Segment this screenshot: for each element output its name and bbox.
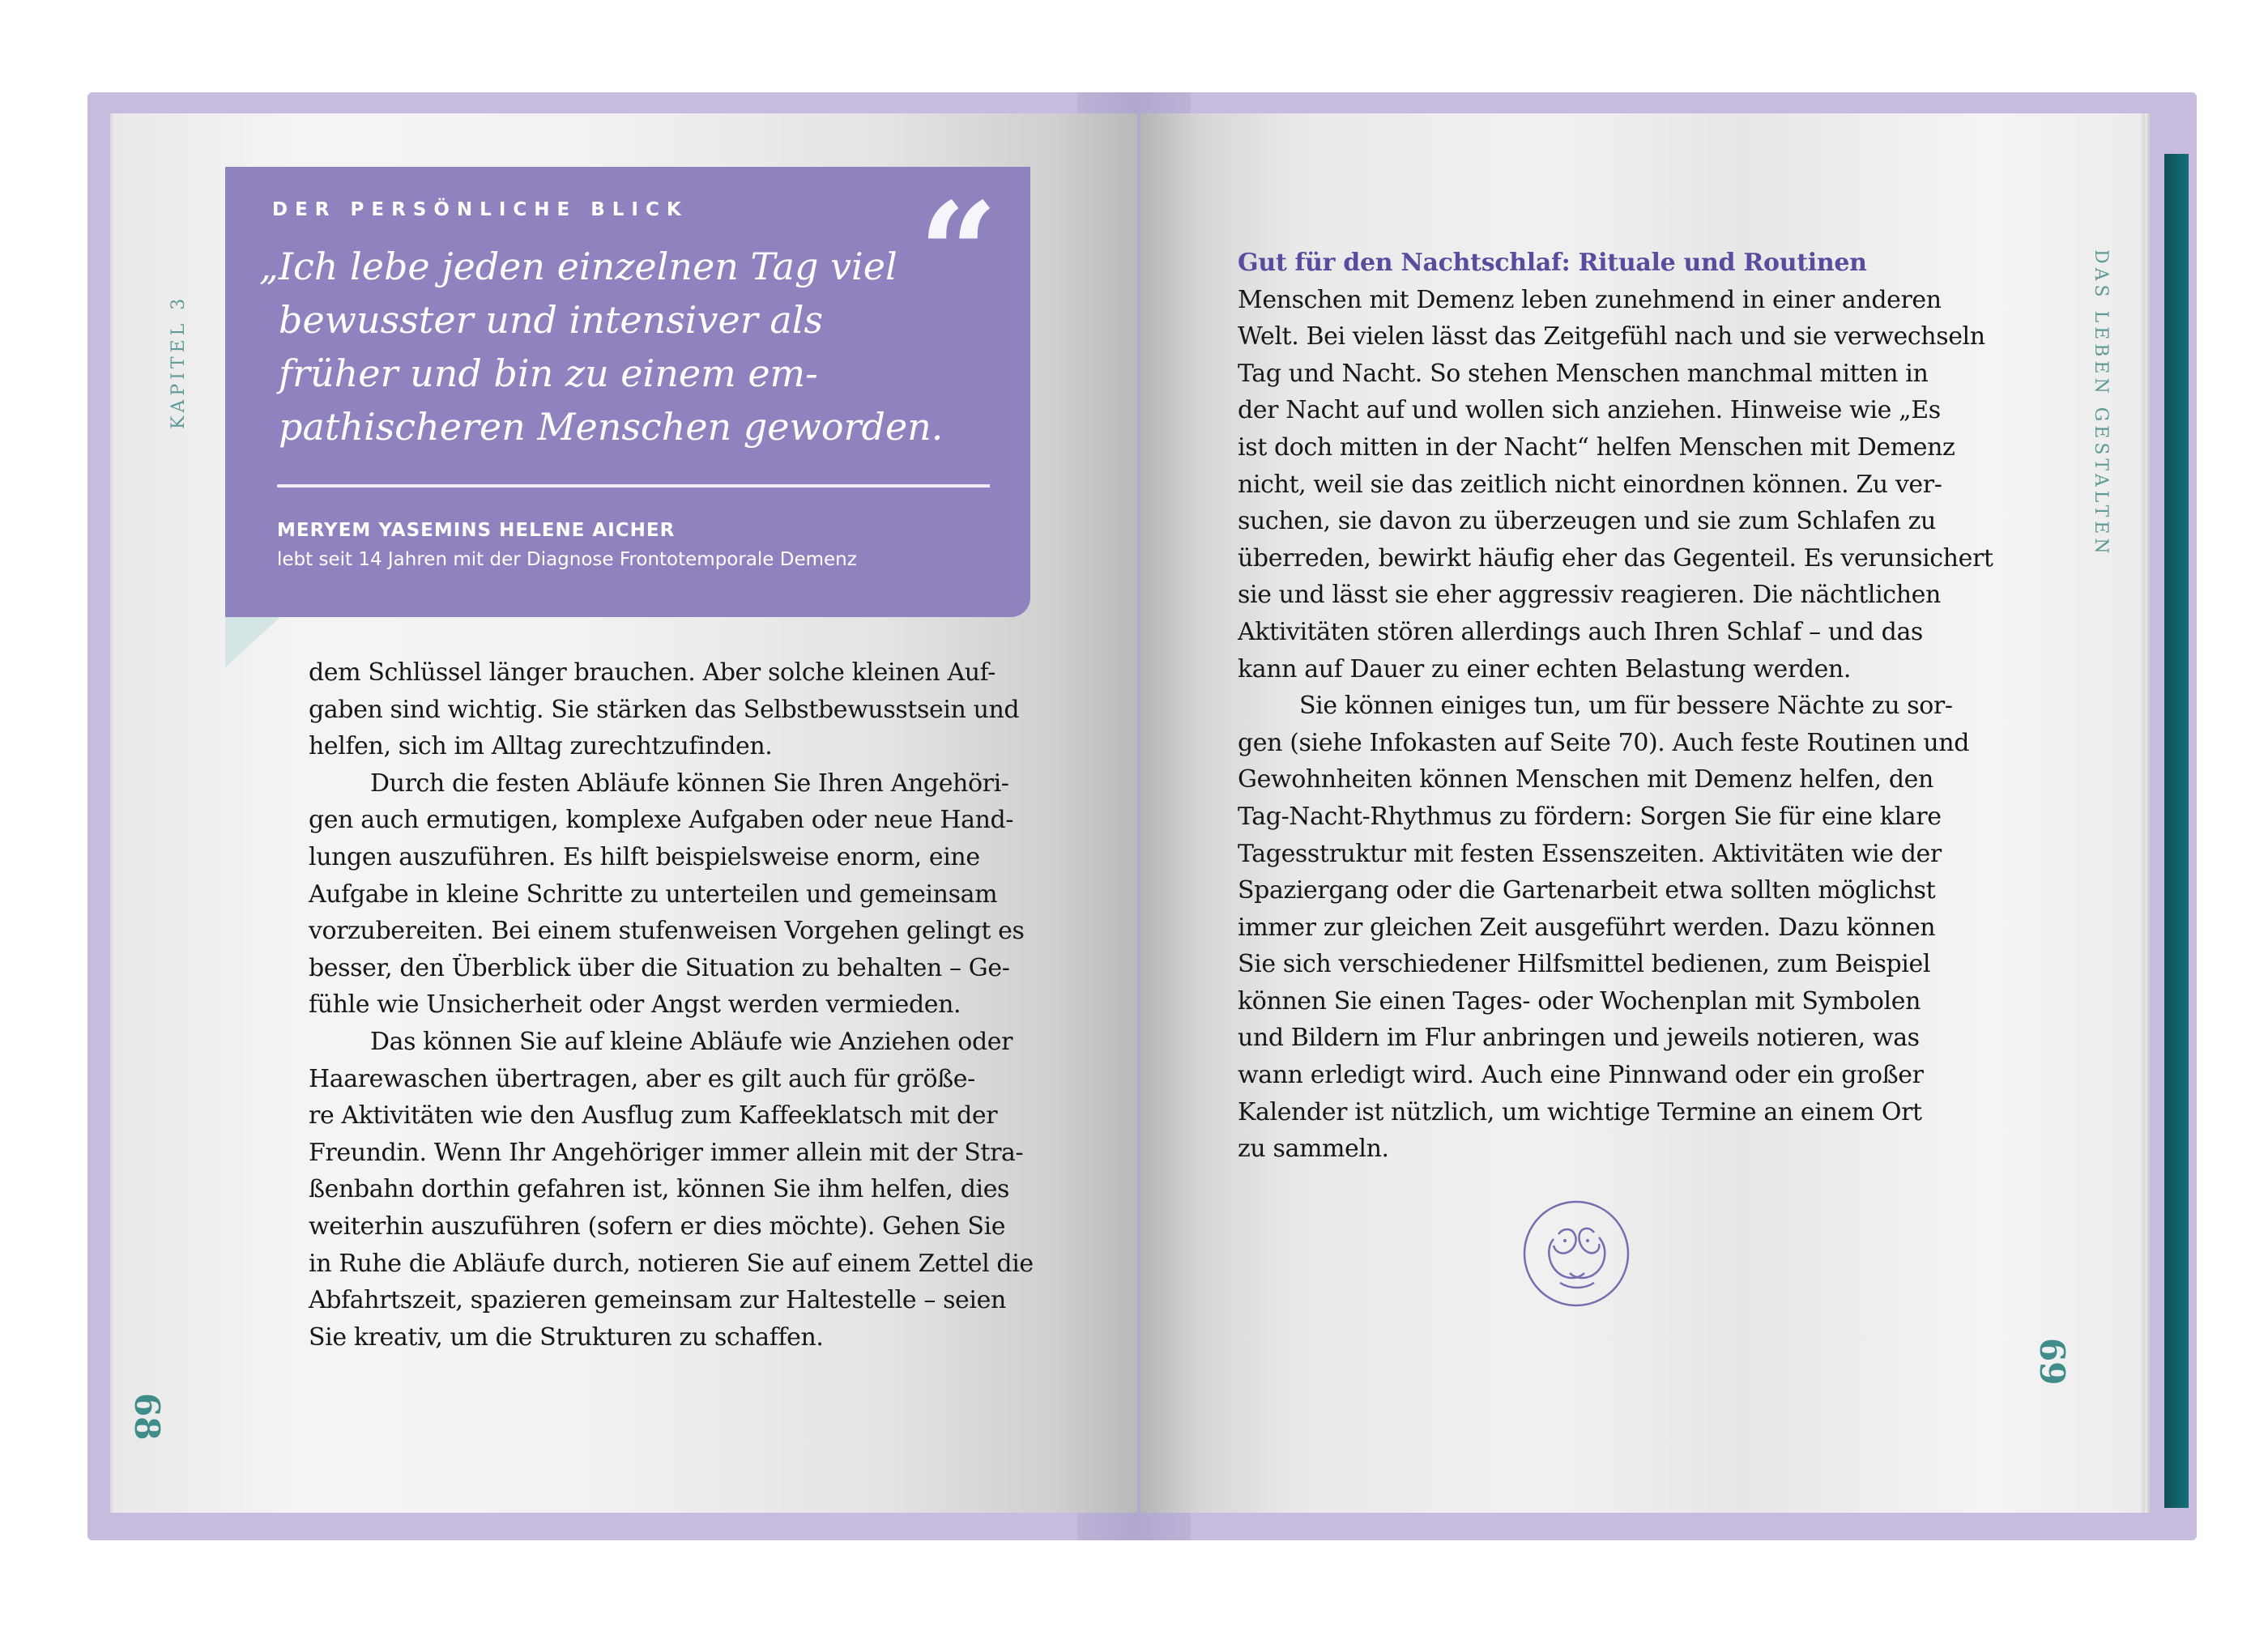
text-line: Welt. Bei vielen lässt das Zeitgefühl nach und sie verwechseln <box>1238 322 1985 351</box>
text-line: kann auf Dauer zu einer echten Belastung werden. <box>1238 654 1851 683</box>
text-line: Sie sich verschiedener Hilfsmittel bedienen, zum Beispiel <box>1238 950 1931 979</box>
quote-text <box>259 240 956 454</box>
text-line: in Ruhe die Abläufe durch, notieren Sie auf einem Zettel die <box>309 1249 1034 1278</box>
quote-divider <box>277 484 990 488</box>
text-line: Aktivitäten stören allerdings auch Ihren Schlaf – und das <box>1238 617 1923 646</box>
quote-line: bewusster und intensiver als <box>279 298 824 342</box>
quote-author-description: lebt seit 14 Jahren mit der Diagnose Frontotemporale Demenz <box>277 549 857 570</box>
text-line: Tag-Nacht-Rhythmus zu fördern: Sorgen Sie für eine klare <box>1238 802 1942 831</box>
right-body-text <box>1238 245 1993 1168</box>
text-line: können Sie einen Tages- oder Wochenplan mit Symbolen <box>1238 986 1921 1016</box>
text-line: Sie kreativ, um die Strukturen zu schaffen. <box>309 1322 824 1352</box>
right-page <box>1140 113 2140 1513</box>
quote-kicker: DER PERSÖNLICHE BLICK <box>272 199 688 220</box>
text-line: Menschen mit Demenz leben zunehmend in einer anderen <box>1238 285 1942 314</box>
quote-box <box>225 167 1030 617</box>
text-line: Das können Sie auf kleine Abläufe wie Anziehen oder <box>370 1027 1013 1056</box>
text-line: dem Schlüssel länger brauchen. Aber solche kleinen Auf- <box>309 658 996 687</box>
quote-line: „Ich lebe jeden einzelnen Tag viel <box>259 245 897 288</box>
text-line: nicht, weil sie das zeitlich nicht einordnen können. Zu ver- <box>1238 470 1942 499</box>
text-line: gen (siehe Infokasten auf Seite 70). Auch feste Routinen und <box>1238 728 1970 757</box>
text-line: Spaziergang oder die Gartenarbeit etwa sollten möglichst <box>1238 876 1936 905</box>
text-line: sie und lässt sie eher aggressiv reagieren. Die nächtlichen <box>1238 581 1941 610</box>
text-line: überreden, bewirkt häufig eher das Gegenteil. Es verunsichert <box>1238 543 1993 573</box>
text-line: zu sammeln. <box>1238 1135 1389 1164</box>
text-line: fühle wie Unsicherheit oder Angst werden vermieden. <box>309 990 961 1020</box>
left-page <box>115 113 1137 1513</box>
text-line: lungen auszuführen. Es hilft beispielsweise enorm, eine <box>309 842 980 871</box>
text-line: Tag und Nacht. So stehen Menschen manchmal mitten in <box>1238 359 1929 388</box>
left-body-text <box>309 654 1038 1356</box>
quote-line: pathischeren Menschen geworden. <box>279 405 944 449</box>
text-line: wann erledigt wird. Auch eine Pinnwand oder ein großer <box>1238 1061 1924 1090</box>
two-faces-embrace-icon <box>1521 1199 1631 1309</box>
text-line: Tagesstruktur mit festen Essenszeiten. Aktivitäten wie der <box>1238 839 1942 868</box>
text-line: Haarewaschen übertragen, aber es gilt auch für größe- <box>309 1064 975 1093</box>
text-line: Gewohnheiten können Menschen mit Demenz helfen, den <box>1238 765 1933 794</box>
text-line: helfen, sich im Alltag zurechtzufinden. <box>309 732 773 761</box>
text-line: re Aktivitäten wie den Ausflug zum Kaffeeklatsch mit der <box>309 1101 998 1131</box>
running-head-right: DAS LEBEN GESTALTEN <box>2091 249 2111 558</box>
page-number-left: 68 <box>127 1393 167 1441</box>
text-line: ist doch mitten in der Nacht“ helfen Menschen mit Demenz <box>1238 432 1955 462</box>
text-line: weiterhin auszuführen (sofern er dies möchte). Gehen Sie <box>309 1212 1006 1241</box>
text-line: gaben sind wichtig. Sie stärken das Selbstbewusstsein und <box>309 695 1020 724</box>
page-edge-accent <box>2164 154 2189 1508</box>
text-line: Aufgabe in kleine Schritte zu unterteilen und gemeinsam <box>309 879 998 909</box>
text-line: ßenbahn dorthin gefahren ist, können Sie ihm helfen, dies <box>309 1175 1010 1204</box>
text-line: der Nacht auf und wollen sich anziehen. Hinweise wie „Es <box>1238 396 1941 425</box>
text-line: Sie können einiges tun, um für bessere Nächte zu sor- <box>1299 692 1953 721</box>
text-line: vorzubereiten. Bei einem stufenweisen Vorgehen gelingt es <box>309 917 1025 946</box>
text-line: Durch die festen Abläufe können Sie Ihren Angehöri- <box>370 769 1009 798</box>
section-heading: Gut für den Nachtschlaf: Rituale und Routinen <box>1238 249 1867 277</box>
text-line: und Bildern im Flur anbringen und jeweils notieren, was <box>1238 1024 1920 1053</box>
quote-box-tail <box>225 617 280 667</box>
text-line: immer zur gleichen Zeit ausgeführt werden. Dazu können <box>1238 913 1936 942</box>
text-line: gen auch ermutigen, komplexe Aufgaben oder neue Hand- <box>309 806 1014 835</box>
text-line: Freundin. Wenn Ihr Angehöriger immer allein mit der Stra- <box>309 1138 1024 1167</box>
quote-line: früher und bin zu einem em- <box>279 351 818 395</box>
page-number-right: 69 <box>2032 1338 2072 1386</box>
quote-author: MERYEM YASEMINS HELENE AICHER <box>277 520 676 541</box>
running-head-left: KAPITEL 3 <box>168 294 189 429</box>
quote-mark-icon: “ <box>919 172 998 334</box>
text-line: besser, den Überblick über die Situation zu behalten – Ge- <box>309 953 1010 982</box>
text-line: suchen, sie davon zu überzeugen und sie zum Schlafen zu <box>1238 507 1936 536</box>
text-line: Kalender ist nützlich, um wichtige Termine an einem Ort <box>1238 1097 1922 1126</box>
text-line: Abfahrtszeit, spazieren gemeinsam zur Haltestelle – seien <box>309 1286 1006 1315</box>
